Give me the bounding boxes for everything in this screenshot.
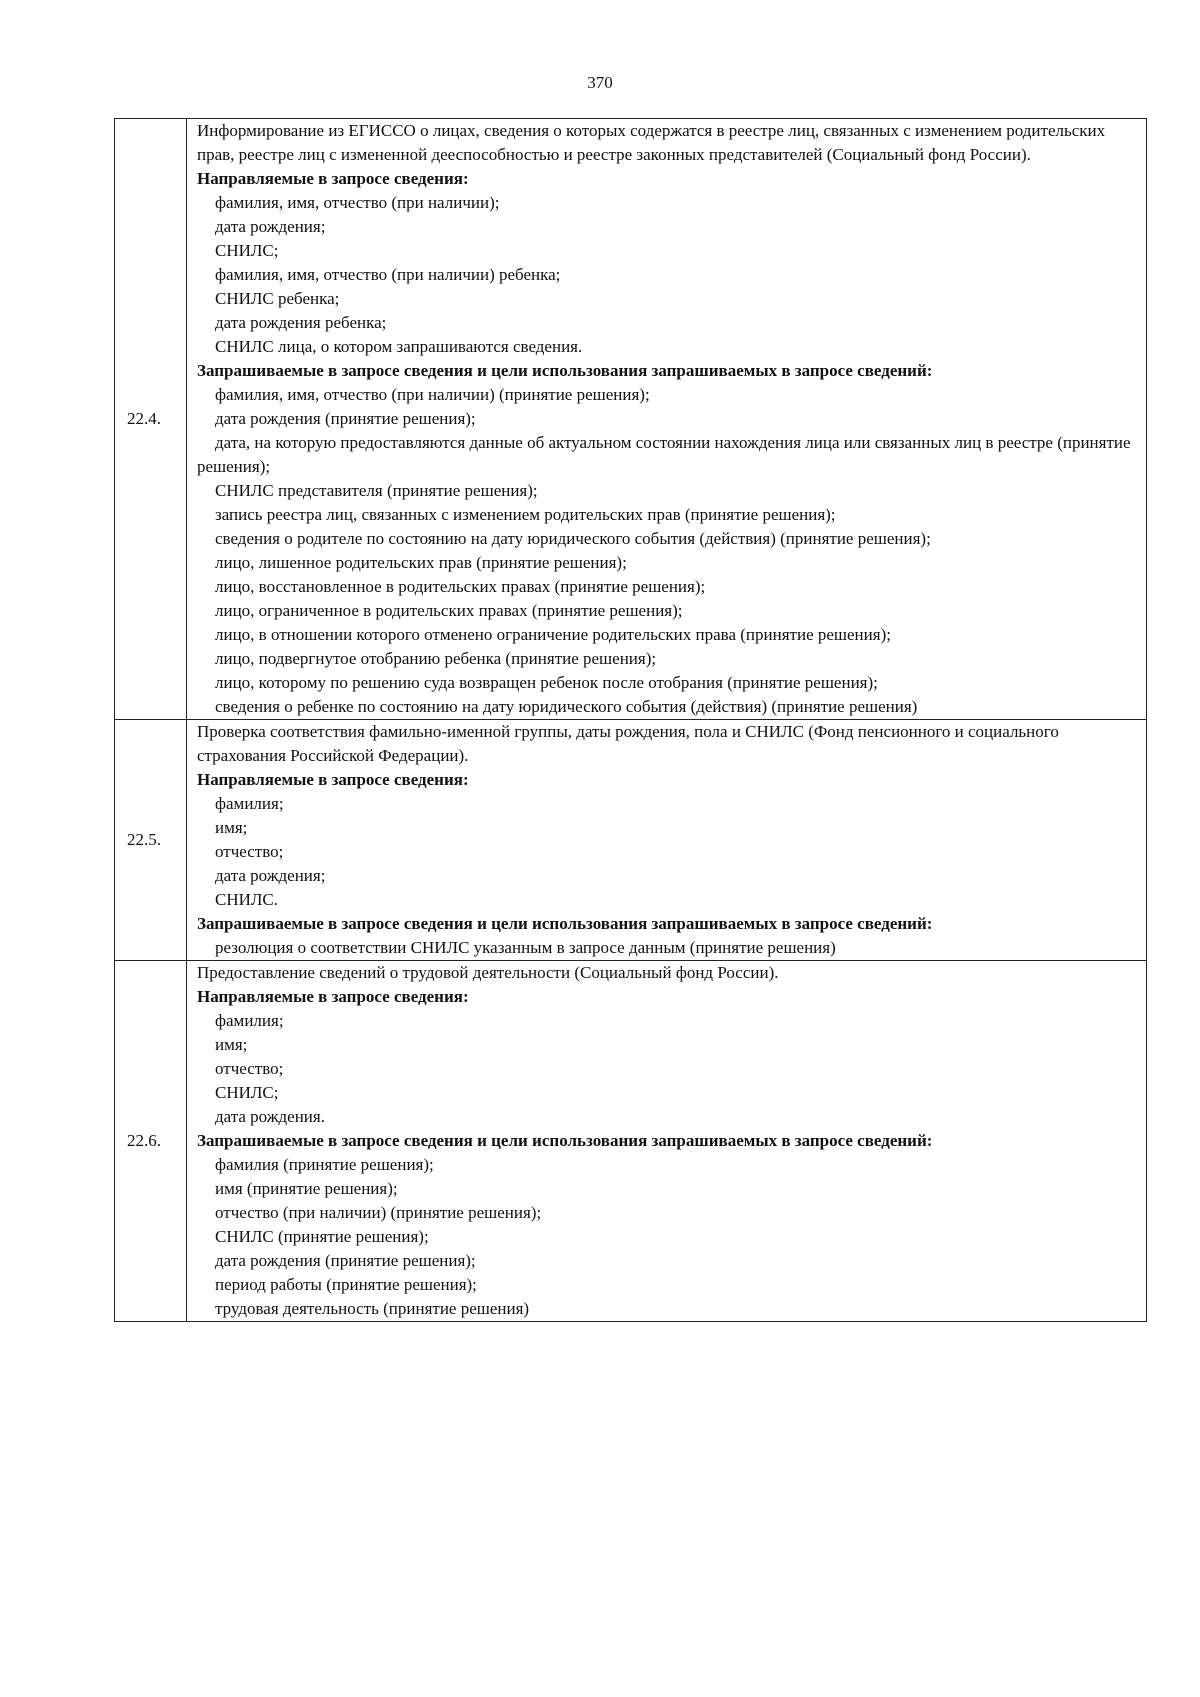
list-item: СНИЛС. <box>215 890 279 909</box>
list-item: фамилия (принятие решения); <box>215 1155 434 1174</box>
list-item: дата рождения (принятие решения); <box>215 1251 476 1270</box>
list-item: СНИЛС ребенка; <box>215 289 340 308</box>
list-item: фамилия; <box>215 794 284 813</box>
list-item: отчество; <box>215 842 284 861</box>
row-number-cell <box>115 119 187 720</box>
list-item: дата рождения. <box>215 1107 325 1126</box>
list-item: дата рождения; <box>215 217 326 236</box>
table-body <box>115 119 1147 1322</box>
list-item: СНИЛС лица, о котором запрашиваются сведения. <box>215 337 583 356</box>
table-row <box>115 961 1147 1322</box>
list-item: имя; <box>215 818 248 837</box>
list-item: СНИЛС; <box>215 241 279 260</box>
list-item: сведения о ребенке по состоянию на дату юридического события (действия) (принятие решения) <box>215 697 918 716</box>
row-number-cell <box>115 961 187 1322</box>
section-heading: Запрашиваемые в запросе сведения и цели использования запрашиваемых в запросе сведений: <box>197 914 933 933</box>
list-item: имя; <box>215 1035 248 1054</box>
list-item: фамилия, имя, отчество (при наличии); <box>215 193 500 212</box>
table-row <box>115 720 1147 961</box>
row-content-cell <box>187 720 1147 961</box>
section-heading: Направляемые в запросе сведения: <box>197 987 469 1006</box>
list-item: лицо, которому по решению суда возвращен ребенок после отобрания (принятие решения); <box>215 673 878 692</box>
row-description: Информирование из ЕГИССО о лицах, сведения о которых содержатся в реестре лиц, связанных с изменением родительских прав, реестре лиц с измененной дееспособностью и реестре законных представителей (Социальный фонд России). <box>197 121 1106 164</box>
list-item: фамилия, имя, отчество (при наличии) (принятие решения); <box>215 385 650 404</box>
row-number-cell <box>115 720 187 961</box>
row-description: Проверка соответствия фамильно-именной группы, даты рождения, пола и СНИЛС (Фонд пенсионного и социального страхования Российской Федерации). <box>197 722 1059 765</box>
list-item: лицо, подвергнутое отобранию ребенка (принятие решения); <box>215 649 657 668</box>
list-item: отчество (при наличии) (принятие решения); <box>215 1203 542 1222</box>
requests-table <box>114 118 1147 1322</box>
list-item: фамилия; <box>215 1011 284 1030</box>
list-item: дата рождения (принятие решения); <box>215 409 476 428</box>
list-item: СНИЛС представителя (принятие решения); <box>215 481 538 500</box>
row-description: Предоставление сведений о трудовой деятельности (Социальный фонд России). <box>197 963 779 982</box>
list-item: лицо, лишенное родительских прав (принятие решения); <box>215 553 627 572</box>
list-item: лицо, в отношении которого отменено ограничение родительских права (принятие решения); <box>215 625 891 644</box>
section-heading: Запрашиваемые в запросе сведения и цели использования запрашиваемых в запросе сведений: <box>197 361 933 380</box>
list-item: трудовая деятельность (принятие решения) <box>215 1299 530 1318</box>
row-number: 22.6. <box>127 1131 161 1150</box>
row-number: 22.4. <box>127 409 161 428</box>
list-item: СНИЛС; <box>215 1083 279 1102</box>
row-number: 22.5. <box>127 830 161 849</box>
table-row <box>115 119 1147 720</box>
list-item: лицо, ограниченное в родительских правах (принятие решения); <box>215 601 683 620</box>
list-item: дата, на которую предоставляются данные об актуальном состоянии нахождения лица или связанных лиц в реестре (принятие решения); <box>197 433 1131 476</box>
list-item: СНИЛС (принятие решения); <box>215 1227 429 1246</box>
list-item: запись реестра лиц, связанных с изменением родительских прав (принятие решения); <box>215 505 836 524</box>
row-content-cell <box>187 961 1147 1322</box>
list-item: фамилия, имя, отчество (при наличии) ребенка; <box>215 265 561 284</box>
list-item: период работы (принятие решения); <box>215 1275 477 1294</box>
section-heading: Направляемые в запросе сведения: <box>197 770 469 789</box>
list-item: отчество; <box>215 1059 284 1078</box>
list-item: дата рождения; <box>215 866 326 885</box>
page-number: 370 <box>587 73 613 92</box>
section-heading: Запрашиваемые в запросе сведения и цели использования запрашиваемых в запросе сведений: <box>197 1131 933 1150</box>
list-item: сведения о родителе по состоянию на дату юридического события (действия) (принятие решения); <box>215 529 931 548</box>
row-content-cell <box>187 119 1147 720</box>
list-item: дата рождения ребенка; <box>215 313 387 332</box>
section-heading: Направляемые в запросе сведения: <box>197 169 469 188</box>
list-item: резолюция о соответствии СНИЛС указанным в запросе данным (принятие решения) <box>215 938 836 957</box>
list-item: имя (принятие решения); <box>215 1179 398 1198</box>
list-item: лицо, восстановленное в родительских правах (принятие решения); <box>215 577 706 596</box>
